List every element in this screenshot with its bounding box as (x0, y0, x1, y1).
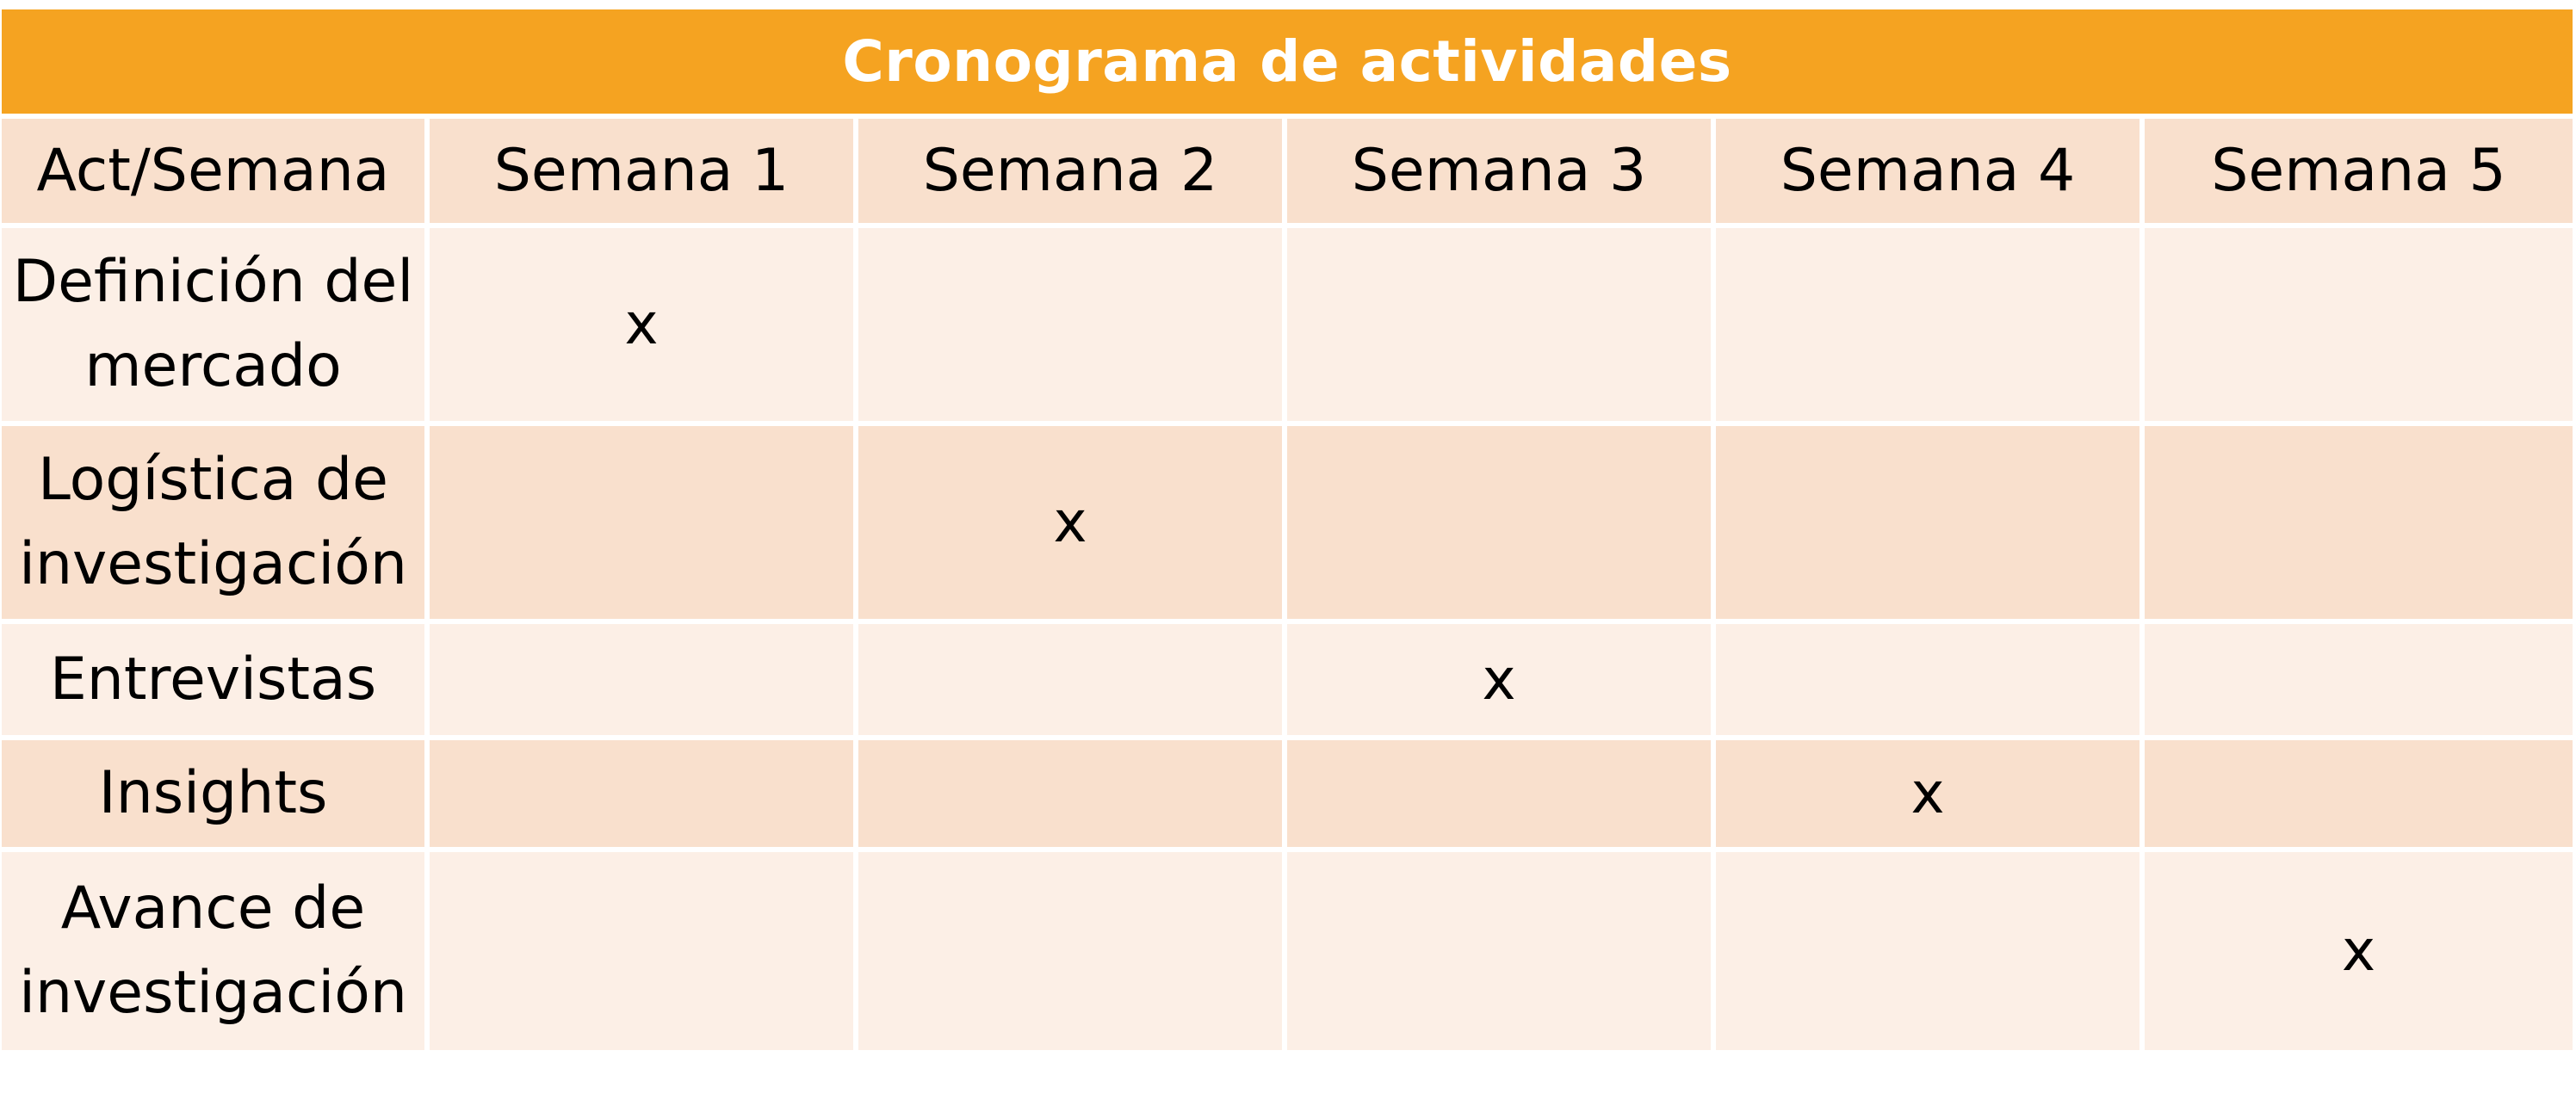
header-cell-week-2: Semana 2 (858, 119, 1287, 228)
schedule-cell: x (1287, 624, 1716, 740)
schedule-cell (2145, 740, 2573, 852)
table-title: Cronograma de actividades (2, 9, 2573, 119)
schedule-cell: x (858, 426, 1287, 624)
header-cell-week-4: Semana 4 (1716, 119, 2145, 228)
schedule-cell (430, 624, 858, 740)
schedule-cell (2145, 426, 2573, 624)
schedule-cell (858, 740, 1287, 852)
activity-cell-avance: Avance de investigación (2, 852, 430, 1050)
header-cell-activity: Act/Semana (2, 119, 430, 228)
schedule-cell (1716, 624, 2145, 740)
schedule-cell (1287, 426, 1716, 624)
schedule-cell (1716, 852, 2145, 1050)
schedule-cell (858, 624, 1287, 740)
schedule-cell (1716, 426, 2145, 624)
header-cell-week-5: Semana 5 (2145, 119, 2573, 228)
schedule-cell (430, 852, 858, 1050)
schedule-cell (1287, 740, 1716, 852)
schedule-cell (430, 740, 858, 852)
activity-cell-entrevistas: Entrevistas (2, 624, 430, 740)
schedule-cell: x (430, 228, 858, 426)
header-cell-week-1: Semana 1 (430, 119, 858, 228)
schedule-cell: x (1716, 740, 2145, 852)
schedule-cell (1287, 228, 1716, 426)
header-cell-week-3: Semana 3 (1287, 119, 1716, 228)
activity-cell-insights: Insights (2, 740, 430, 852)
activity-cell-definicion: Definición del mercado (2, 228, 430, 426)
schedule-cell (430, 426, 858, 624)
schedule-cell (1716, 228, 2145, 426)
schedule-cell (858, 228, 1287, 426)
schedule-cell (1287, 852, 1716, 1050)
schedule-cell: x (2145, 852, 2573, 1050)
schedule-cell (2145, 624, 2573, 740)
activity-cell-logistica: Logística de investigación (2, 426, 430, 624)
schedule-cell (2145, 228, 2573, 426)
schedule-cell (858, 852, 1287, 1050)
